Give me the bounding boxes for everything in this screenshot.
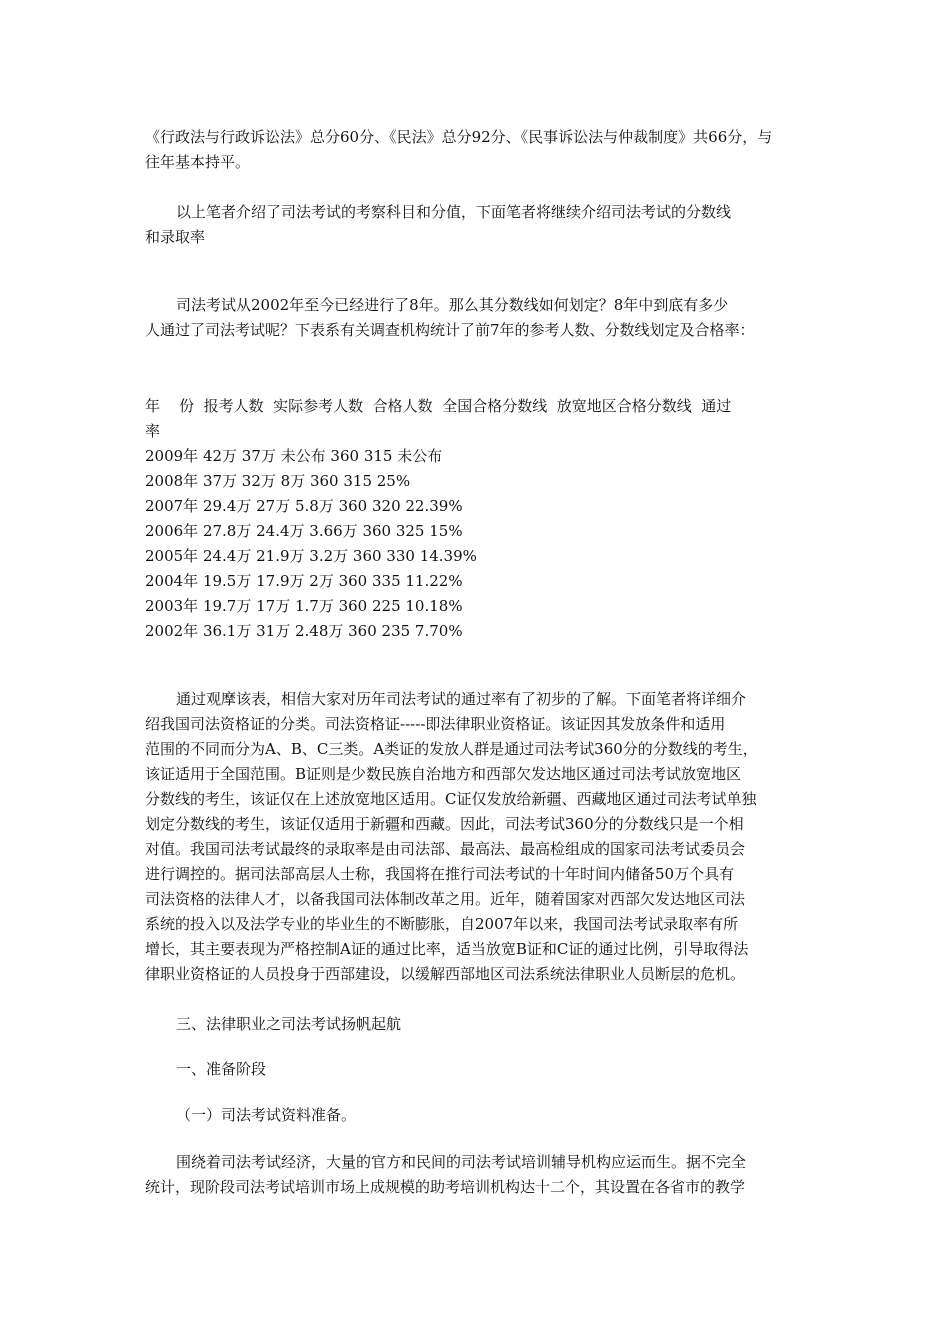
table-header-line-2: 率 bbox=[145, 422, 161, 440]
paragraph-4-line-11: 增长，其主要表现为严格控制A证的通过比率，适当放宽B证和C证的通过比例，引导取得法 bbox=[145, 940, 749, 958]
table-row-2008: 2008年 37万 32万 8万 360 315 25% bbox=[145, 472, 411, 490]
paragraph-3-line-1: 司法考试从2002年至今已经进行了8年。那么其分数线如何划定？8年中到底有多少 bbox=[176, 296, 729, 314]
table-row-2007: 2007年 29.4万 27万 5.8万 360 320 22.39% bbox=[145, 497, 463, 515]
paragraph-4-line-9: 司法资格的法律人才，以备我国司法体制改革之用。近年，随着国家对西部欠发达地区司法 bbox=[145, 890, 746, 908]
paragraph-2-line-1: 以上笔者介绍了司法考试的考察科目和分值，下面笔者将继续介绍司法考试的分数线 bbox=[176, 203, 732, 221]
paragraph-4-line-6: 划定分数线的考生，该证仅适用于新疆和西藏。因此，司法考试360分的分数线只是一个相 bbox=[145, 815, 744, 833]
table-row-2006: 2006年 27.8万 24.4万 3.66万 360 325 15% bbox=[145, 522, 463, 540]
paragraph-4-line-12: 律职业资格证的人员投身于西部建设，以缓解西部地区司法系统法律职业人员断层的危机。 bbox=[145, 965, 746, 983]
paragraph-4-line-4: 该证适用于全国范围。B证则是少数民族自治地方和西部欠发达地区通过司法考试放宽地区 bbox=[145, 765, 742, 783]
paragraph-5-line-2: 统计，现阶段司法考试培训市场上成规模的助考培训机构达十二个，其设置在各省市的教学 bbox=[145, 1178, 746, 1196]
paragraph-2-line-2: 和录取率 bbox=[145, 228, 206, 246]
paragraph-1-line-2: 往年基本持平。 bbox=[145, 153, 251, 171]
paragraph-3-line-2: 人通过了司法考试呢？下表系有关调查机构统计了前7年的参考人数、分数线划定及合格率： bbox=[145, 321, 755, 339]
paragraph-4-line-1: 通过观摩该表，相信大家对历年司法考试的通过率有了初步的了解。下面笔者将详细介 bbox=[176, 690, 747, 708]
section-heading-3: 三、法律职业之司法考试扬帆起航 bbox=[176, 1015, 402, 1033]
paragraph-4-line-7: 对值。我国司法考试最终的录取率是由司法部、最高法、最高检组成的国家司法考试委员会 bbox=[145, 840, 746, 858]
table-header-line-1: 年 份 报考人数 实际参考人数 合格人数 全国合格分数线 放宽地区合格分数线 通过 bbox=[145, 397, 732, 415]
paragraph-5-line-1: 围绕着司法考试经济，大量的官方和民间的司法考试培训辅导机构应运而生。据不完全 bbox=[176, 1153, 747, 1171]
table-row-2009: 2009年 42万 37万 未公布 360 315 未公布 bbox=[145, 447, 443, 465]
paragraph-4-line-5: 分数线的考生，该证仅在上述放宽地区适用。C证仅发放给新疆、西藏地区通过司法考试单独 bbox=[145, 790, 757, 808]
paragraph-4-line-3: 范围的不同而分为A、B、C三类。A类证的发放人群是通过司法考试360分的分数线的考生， bbox=[145, 740, 758, 758]
paragraph-4-line-10: 系统的投入以及法学专业的毕业生的不断膨胀，自2007年以来，我国司法考试录取率有所 bbox=[145, 915, 739, 933]
table-row-2002: 2002年 36.1万 31万 2.48万 360 235 7.70% bbox=[145, 622, 463, 640]
paragraph-1-line-1: 《行政法与行政诉讼法》总分60分、《民法》总分92分、《民事诉讼法与仲裁制度》共66分，与 bbox=[145, 128, 773, 146]
table-row-2004: 2004年 19.5万 17.9万 2万 360 335 11.22% bbox=[145, 572, 463, 590]
table-row-2005: 2005年 24.4万 21.9万 3.2万 360 330 14.39% bbox=[145, 547, 477, 565]
paragraph-4-line-2: 绍我国司法资格证的分类。司法资格证-----即法律职业资格证。该证因其发放条件和适用 bbox=[145, 715, 726, 733]
paragraph-4-line-8: 进行调控的。据司法部高层人士称，我国将在推行司法考试的十年时间内储备50万个具有 bbox=[145, 865, 735, 883]
subsection-heading-1: （一）司法考试资料准备。 bbox=[176, 1106, 357, 1124]
section-heading-1: 一、准备阶段 bbox=[176, 1060, 267, 1078]
table-row-2003: 2003年 19.7万 17万 1.7万 360 225 10.18% bbox=[145, 597, 463, 615]
